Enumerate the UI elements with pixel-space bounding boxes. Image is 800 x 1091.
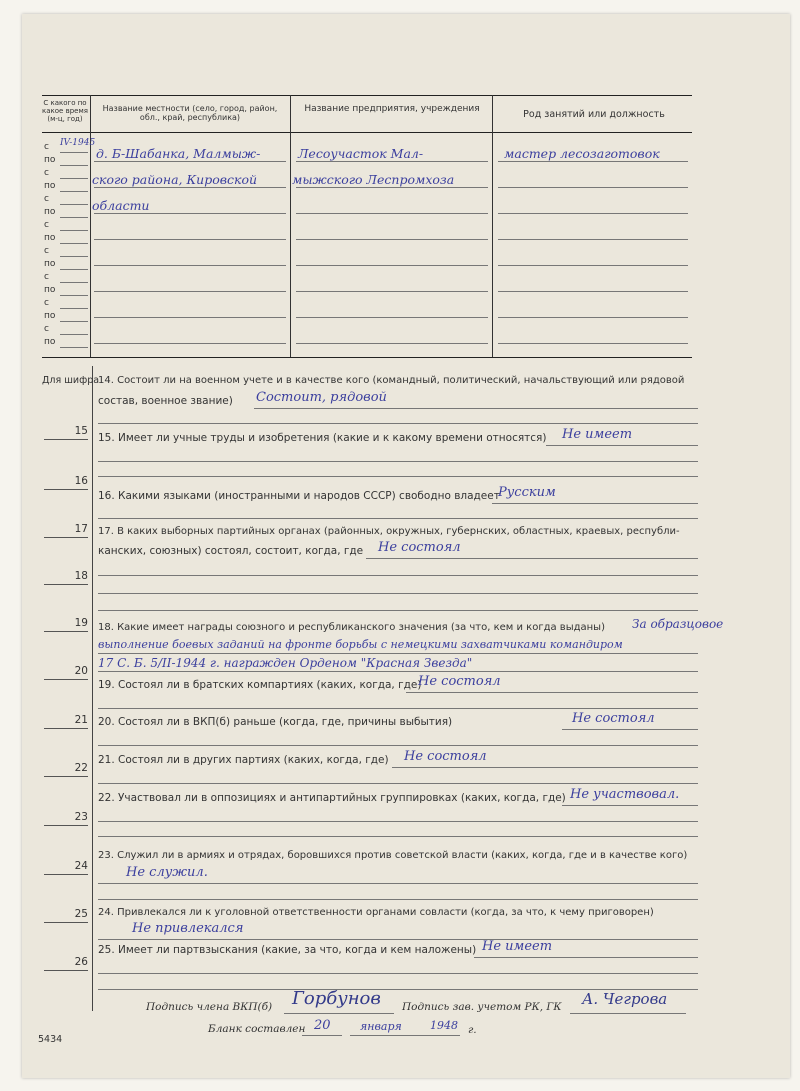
- cipher-number: 18: [74, 570, 88, 582]
- header-occupation: Род занятий или должность: [523, 109, 665, 120]
- member-signature-label: Подпись члена ВКП(б): [146, 1001, 273, 1013]
- header-locality: Название местности (село, город, район, обл., край, республика): [102, 104, 278, 123]
- row-prefix: по: [44, 259, 56, 269]
- compiled-day: 20: [314, 1018, 331, 1033]
- cipher-number: 21: [74, 714, 88, 726]
- compiled-month: января: [360, 1020, 402, 1033]
- cipher-number: 25: [74, 908, 88, 920]
- cipher-number: 22: [74, 762, 88, 774]
- compiled-year-suffix: г.: [468, 1024, 477, 1036]
- question-18: 18. Какие имеет награды союзного и республиканского значения (за что, кем и когда выданы): [98, 622, 605, 633]
- question-23: 23. Служил ли в армиях и отрядах, боровшихся против советской власти (каких, когда, где и в качестве кого): [98, 850, 688, 861]
- question-24: 24. Привлекался ли к уголовной ответственности органами совласти (когда, за что, к чему приговорен): [98, 907, 654, 918]
- answer-18-line: 17 С. Б. 5/II-1944 г. награжден Орденом "Красная Звезда": [98, 656, 473, 670]
- answer-18-line: выполнение боевых заданий на фронте борьбы с немецкими захватчиками командиром: [98, 638, 623, 651]
- questionnaire-sheet: [22, 14, 790, 1078]
- cipher-number: 15: [74, 425, 88, 437]
- cipher-number: 19: [74, 617, 88, 629]
- row-prefix: по: [44, 181, 56, 191]
- row-prefix: с: [44, 168, 49, 178]
- answer-20: Не состоял: [572, 711, 655, 726]
- row-prefix: по: [44, 233, 56, 243]
- answer-21: Не состоял: [404, 749, 487, 764]
- header-time: С какого по какое время (м-ц, год): [42, 99, 88, 124]
- cipher-label: Для шифра: [42, 375, 100, 386]
- question-20: 20. Состоял ли в ВКП(б) раньше (когда, где, причины выбытия): [98, 716, 453, 728]
- question-15: 15. Имеет ли учные труды и изобретения (какие и к какому времени относятся): [98, 432, 547, 444]
- cipher-number: 26: [74, 956, 88, 968]
- question-17-cont: канских, союзных) состоял, состоит, когда, где: [98, 545, 364, 557]
- compiled-label: Бланк составлен: [208, 1023, 306, 1035]
- answer-25: Не имеет: [482, 939, 553, 954]
- row-prefix: с: [44, 246, 49, 256]
- occupation-entry-line: мастер лесозаготовок: [504, 146, 660, 161]
- answer-22: Не участвовал.: [570, 787, 680, 802]
- row-prefix: по: [44, 337, 56, 347]
- row-prefix: с: [44, 142, 49, 152]
- question-21: 21. Состоял ли в других партиях (каких, когда, где): [98, 754, 389, 766]
- enterprise-entry-line: мыжского Леспромхоза: [292, 172, 455, 187]
- row-prefix: с: [44, 324, 49, 334]
- answer-19: Не состоял: [418, 674, 501, 689]
- enterprise-entry-line: Лесоучасток Мал-: [298, 146, 424, 161]
- form-number: 5434: [38, 1034, 63, 1045]
- answer-16: Русским: [498, 485, 556, 500]
- first-date-entry: IV-1945: [60, 138, 96, 148]
- answer-17: Не состоял: [378, 540, 461, 555]
- compiled-year: 1948: [430, 1019, 458, 1032]
- answer-15: Не имеет: [562, 427, 633, 442]
- question-14: 14. Состоит ли на военном учете и в качестве кого (командный, политический, начальствующий или рядовой: [98, 375, 685, 386]
- question-19: 19. Состоял ли в братских компартиях (каких, когда, где): [98, 679, 422, 691]
- row-prefix: с: [44, 194, 49, 204]
- cipher-number: 20: [74, 665, 88, 677]
- cipher-number: 16: [74, 475, 88, 487]
- answer-18: За образцовое: [632, 617, 724, 631]
- locality-entry-line: д. Б-Шабанка, Малмыж-: [96, 146, 261, 161]
- row-prefix: по: [44, 311, 56, 321]
- header-enterprise: Название предприятия, учреждения: [304, 104, 480, 114]
- answer-24: Не привлекался: [132, 921, 244, 936]
- cipher-number: 23: [74, 811, 88, 823]
- row-prefix: с: [44, 298, 49, 308]
- question-22: 22. Участвовал ли в оппозициях и антипартийных группировках (каких, когда, где): [98, 792, 566, 804]
- answer-23: Не служил.: [126, 865, 208, 880]
- question-25: 25. Имеет ли партвзыскания (какие, за что, когда и кем наложены): [98, 944, 477, 956]
- question-16: 16. Какими языками (иностранными и народов СССР) свободно владеет: [98, 490, 500, 502]
- locality-entry-line: области: [92, 198, 150, 213]
- answer-14: Состоит, рядовой: [256, 390, 387, 405]
- row-prefix: с: [44, 272, 49, 282]
- member-signature: Горбунов: [292, 988, 381, 1009]
- row-prefix: по: [44, 155, 56, 165]
- question-17: 17. В каких выборных партийных органах (районных, окружных, губернских, областных, краевых, республи-: [98, 526, 680, 537]
- registrar-signature-label: Подпись зав. учетом РК, ГК: [402, 1001, 562, 1013]
- question-14-cont: состав, военное звание): [98, 395, 233, 407]
- row-prefix: по: [44, 285, 56, 295]
- row-prefix: с: [44, 220, 49, 230]
- row-prefix: по: [44, 207, 56, 217]
- registrar-signature: А. Чегрова: [582, 990, 668, 1008]
- cipher-number: 24: [74, 860, 88, 872]
- cipher-number: 17: [74, 523, 88, 535]
- locality-entry-line: ского района, Кировской: [92, 172, 258, 187]
